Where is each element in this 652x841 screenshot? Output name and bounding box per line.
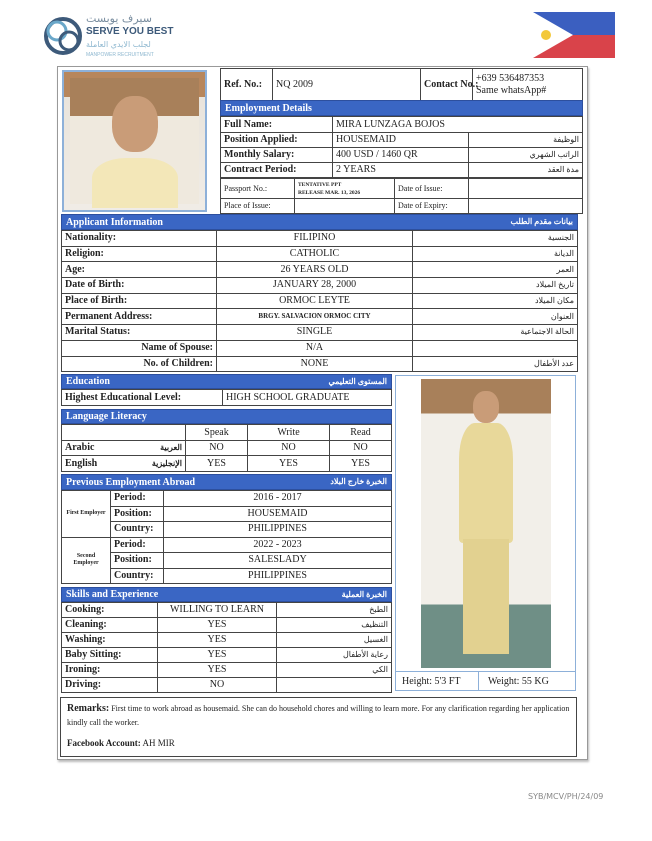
applicant-rows-7-ar xyxy=(413,340,578,356)
employment-passport_value_2: RELEASE MAR. 13, 2026 xyxy=(298,189,361,196)
applicant-title_ar: بيانات مقدم الطلب xyxy=(510,217,573,226)
applicant-rows-7-label: Name of Spouse: xyxy=(62,340,217,356)
previous-employment-header xyxy=(61,474,392,490)
applicant-rows-5-ar: العنوان xyxy=(413,309,578,325)
education-header xyxy=(61,374,392,389)
applicant-rows-7-value: N/A xyxy=(217,340,413,356)
language-rows-0-ar: العربية xyxy=(160,443,182,452)
applicant-rows-3-ar: تاريخ الميلاد xyxy=(413,278,578,294)
applicant-rows-8-ar: عدد الأطفال xyxy=(413,356,578,372)
language-cols-2: Read xyxy=(330,425,392,441)
previous-employers-0-rows-1-value: HOUSEMAID xyxy=(164,506,392,522)
skills-rows-5-ar xyxy=(277,678,392,693)
applicant-rows-1-label: Religion: xyxy=(62,246,217,262)
applicant-rows-4-ar: مكان الميلاد xyxy=(413,293,578,309)
previous-employers-0-rows-1-label: Position: xyxy=(111,506,164,522)
full-body-photo xyxy=(421,379,551,668)
ref-contact-table xyxy=(220,68,583,101)
logo-sub: MANPOWER RECRUITMENT xyxy=(86,52,154,58)
skills-header xyxy=(61,587,392,602)
passport-table xyxy=(220,178,583,214)
employment-passport_value_1: TENTATIVE PPT xyxy=(298,181,342,188)
header-contact_value: +639 536487353 xyxy=(476,72,545,84)
previous-employers-1-rows-0-value: 2022 - 2023 xyxy=(164,537,392,553)
logo-arabic: سيرف يوبست xyxy=(86,12,152,25)
remarks-text: First time to work abroad as housemaid. She can do household chores and willing to learn more. For any clarification regarding her application kindly call the worker. xyxy=(67,704,570,727)
facebook-account: AH MIR xyxy=(140,738,175,749)
header-ref_label: Ref. No.: xyxy=(221,69,273,101)
applicant-rows-6-value: SINGLE xyxy=(217,325,413,341)
skills-rows-1-ar: التنظيف xyxy=(277,618,392,633)
language-rows-1-vals-1: YES xyxy=(248,456,330,472)
logo-name: SERVE YOU BEST xyxy=(86,26,174,37)
applicant-rows-1-value: CATHOLIC xyxy=(217,246,413,262)
education-table xyxy=(61,389,392,406)
previous-employers-1-rows-2-value: PHILIPPINES xyxy=(164,568,392,584)
skills-rows-2-label: Washing: xyxy=(62,633,158,648)
education-title_ar: المستوى التعليمي xyxy=(328,377,387,386)
applicant-rows-5-label: Permanent Address: xyxy=(62,309,217,325)
employment-poi_label: Place of Issue: xyxy=(221,199,295,214)
previous-employers-0-rows-0-value: 2016 - 2017 xyxy=(164,491,392,507)
full-body-photo-box xyxy=(395,375,576,691)
applicant-rows-1-ar: الديانة xyxy=(413,246,578,262)
skills-rows-3-label: Baby Sitting: xyxy=(62,648,158,663)
employment-rows-1-label: Monthly Salary: xyxy=(221,148,333,163)
skills-rows-0-ar: الطبخ xyxy=(277,603,392,618)
employment-rows-1-value: 400 USD / 1460 QR xyxy=(333,148,469,163)
employment-rows-0-value: HOUSEMAID xyxy=(333,133,469,148)
employment-rows-2-ar: مدة العقد xyxy=(469,163,583,178)
language-rows-0-vals-2: NO xyxy=(330,441,392,456)
skills-rows-3-value: YES xyxy=(158,648,277,663)
full-name: MIRA LUNZAGA BOJOS xyxy=(333,117,583,133)
previous-employment-table xyxy=(61,490,392,584)
language-rows-1-label: English xyxy=(65,457,98,469)
previous-title_ar: الخبرة خارج البلاد xyxy=(330,477,387,486)
applicant-rows-3-label: Date of Birth: xyxy=(62,278,217,294)
applicant-rows-3-value: JANUARY 28, 2000 xyxy=(217,278,413,294)
contact-number xyxy=(473,69,583,101)
language-cols-1: Write xyxy=(248,425,330,441)
applicant-rows-2-value: 26 YEARS OLD xyxy=(217,262,413,278)
previous-title: Previous Employment Abroad xyxy=(66,477,196,488)
employment-doe_label: Date of Expiry: xyxy=(395,199,469,214)
applicant-rows-0-ar: الجنسية xyxy=(413,231,578,247)
header-contact_label: Contact No.: xyxy=(421,69,473,101)
skills-rows-0-value: WILLING TO LEARN xyxy=(158,603,277,618)
skills-rows-4-ar: الكي xyxy=(277,663,392,678)
skills-table xyxy=(61,602,392,693)
previous-employers-1-name: Second Employer xyxy=(62,537,111,584)
applicant-rows-5-value: BRGY. SALVACION ORMOC CITY xyxy=(217,309,413,325)
previous-employers-0-rows-2-label: Country: xyxy=(111,522,164,538)
applicant-rows-0-label: Nationality: xyxy=(62,231,217,247)
skills-rows-3-ar: رعاية الأطفال xyxy=(277,648,392,663)
applicant-rows-8-label: No. of Children: xyxy=(62,356,217,372)
employment-details-table xyxy=(220,116,583,178)
logo-arabic-sub: لجلب الايدي العاملة xyxy=(86,40,151,49)
employment-full_name_label: Full Name: xyxy=(221,117,333,133)
applicant-rows-4-label: Place of Birth: xyxy=(62,293,217,309)
remarks-fb_label: Facebook Account: xyxy=(67,738,141,749)
language-rows-1-vals-2: YES xyxy=(330,456,392,472)
employment-passport_label: Passport No.: xyxy=(221,179,295,199)
skills-title: Skills and Experience xyxy=(66,589,159,600)
language-rows-0-vals-0: NO xyxy=(186,441,248,456)
applicant-rows-0-value: FILIPINO xyxy=(217,231,413,247)
education-title: Education xyxy=(66,376,110,387)
applicant-rows-2-label: Age: xyxy=(62,262,217,278)
skills-rows-5-value: NO xyxy=(158,678,277,693)
company-logo xyxy=(42,12,172,62)
previous-employers-1-rows-1-label: Position: xyxy=(111,553,164,569)
weight-value: Weight: 55 KG xyxy=(488,676,549,687)
skills-rows-4-value: YES xyxy=(158,663,277,678)
applicant-info-table xyxy=(61,230,578,372)
height-value: Height: 5'3 FT xyxy=(402,676,461,687)
remarks-box xyxy=(60,697,577,757)
applicant-rows-6-label: Marital Status: xyxy=(62,325,217,341)
language-cols-0: Speak xyxy=(186,425,248,441)
education-label: Highest Educational Level: xyxy=(62,390,223,406)
employment-rows-2-value: 2 YEARS xyxy=(333,163,469,178)
applicant-rows-6-ar: الحالة الاجتماعية xyxy=(413,325,578,341)
previous-employers-0-rows-0-label: Period: xyxy=(111,491,164,507)
ref-number: NQ 2009 xyxy=(273,69,421,101)
previous-employers-0-name: First Employer xyxy=(62,491,111,538)
employment-details-header: Employment Details xyxy=(220,100,583,116)
applicant-info-header xyxy=(61,214,578,230)
previous-employers-1-rows-1-value: SALESLADY xyxy=(164,553,392,569)
language-header: Language Literacy xyxy=(61,409,392,424)
header-contact_note: Same whatsApp# xyxy=(476,84,547,96)
language-rows-1-vals-0: YES xyxy=(186,456,248,472)
language-rows-1-ar: الإنجليزية xyxy=(151,458,182,468)
previous-employers-0-rows-2-value: PHILIPPINES xyxy=(164,522,392,538)
applicant-rows-8-value: NONE xyxy=(217,356,413,372)
employment-rows-0-label: Position Applied: xyxy=(221,133,333,148)
skills-rows-2-ar: الغسيل xyxy=(277,633,392,648)
skills-title_ar: الخبرة العملية xyxy=(341,590,387,599)
skills-rows-1-label: Cleaning: xyxy=(62,618,158,633)
employment-doi_label: Date of Issue: xyxy=(395,179,469,199)
language-rows-0-vals-1: NO xyxy=(248,441,330,456)
skills-rows-5-label: Driving: xyxy=(62,678,158,693)
skills-rows-4-label: Ironing: xyxy=(62,663,158,678)
applicant-rows-2-ar: العمر xyxy=(413,262,578,278)
employment-rows-1-ar: الراتب الشهري xyxy=(469,148,583,163)
skills-rows-2-value: YES xyxy=(158,633,277,648)
philippines-flag-icon xyxy=(533,12,615,58)
employment-rows-2-label: Contract Period: xyxy=(221,163,333,178)
logo-knot-icon xyxy=(42,14,84,58)
applicant-title: Applicant Information xyxy=(66,217,163,228)
previous-employers-1-rows-2-label: Country: xyxy=(111,568,164,584)
applicant-portrait-photo xyxy=(62,70,207,212)
document-code: SYB/MCV/PH/24/09 xyxy=(528,792,604,801)
skills-rows-0-label: Cooking: xyxy=(62,603,158,618)
remarks-label: Remarks: xyxy=(67,703,110,714)
language-rows-0-label: Arabic xyxy=(65,442,95,453)
language-table xyxy=(61,424,392,472)
skills-rows-1-value: YES xyxy=(158,618,277,633)
applicant-rows-4-value: ORMOC LEYTE xyxy=(217,293,413,309)
employment-rows-0-ar: الوظيفة xyxy=(469,133,583,148)
previous-employers-1-rows-0-label: Period: xyxy=(111,537,164,553)
education-value: HIGH SCHOOL GRADUATE xyxy=(223,390,392,406)
